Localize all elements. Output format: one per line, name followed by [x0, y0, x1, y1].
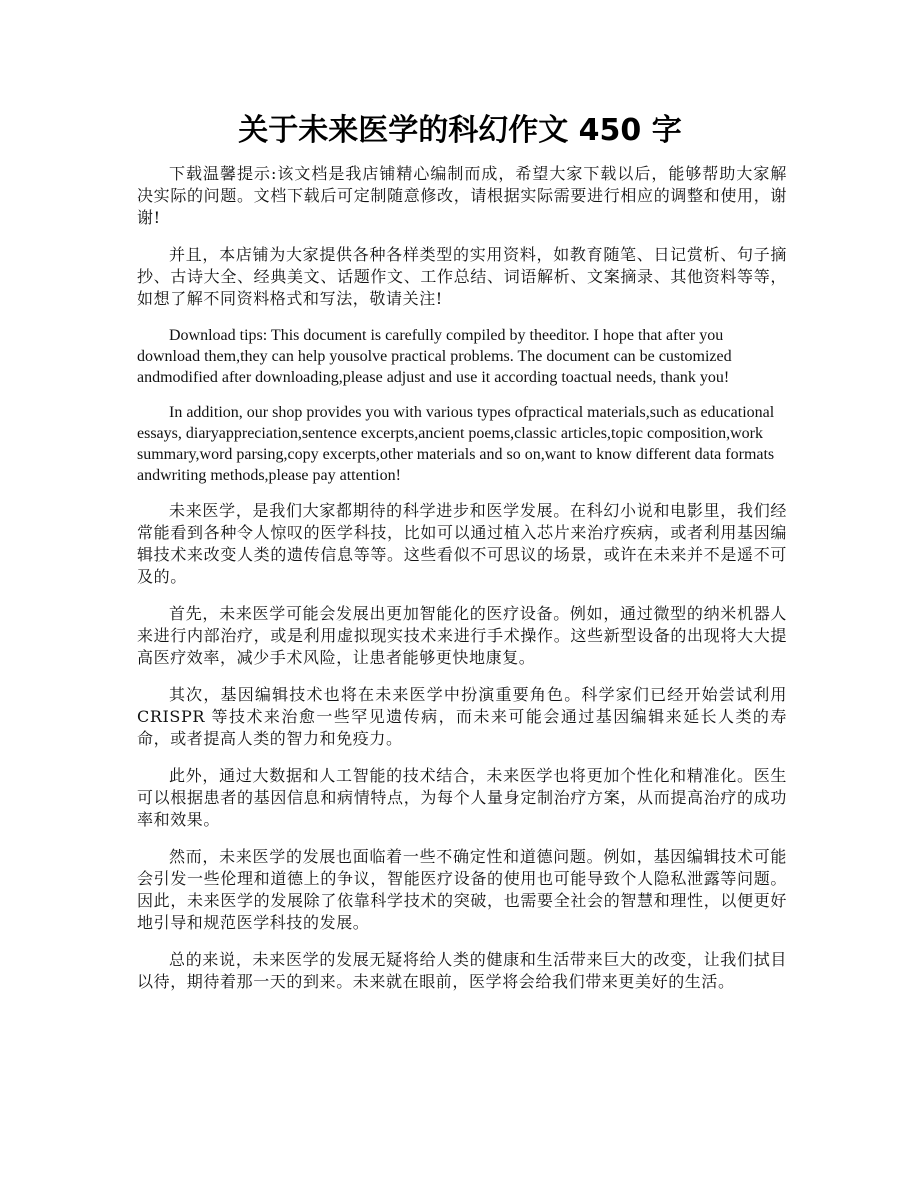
paragraph-shop-notice-cn: 并且，本店铺为大家提供各种各样类型的实用资料，如教育随笔、日记赏析、句子摘抄、古诗大全、经典美文、话题作文、工作总结、词语解析、文案摘录、其他资料等等，如想了解不同资料格式和写法，敬请关注!	[137, 245, 787, 308]
paragraph-conclusion: 总的来说，未来医学的发展无疑将给人类的健康和生活带来巨大的改变，让我们拭目以待，期待着那一天的到来。未来就在眼前，医学将会给我们带来更美好的生活。	[137, 950, 787, 991]
paragraph-download-notice-cn: 下载温馨提示:该文档是我店铺精心编制而成，希望大家下载以后，能够帮助大家解决实际的问题。文档下载后可定制随意修改，请根据实际需要进行相应的调整和使用，谢谢!	[137, 164, 787, 227]
paragraph-gene-editing: 其次，基因编辑技术也将在未来医学中扮演重要角色。科学家们已经开始尝试利用 CRISPR 等技术来治愈一些罕见遗传病，而未来可能会通过基因编辑来延长人类的寿命，或者提高人类的智力和免疫力。	[137, 685, 787, 748]
paragraph-big-data-ai: 此外，通过大数据和人工智能的技术结合，未来医学也将更加个性化和精准化。医生可以根据患者的基因信息和病情特点，为每个人量身定制治疗方案，从而提高治疗的成功率和效果。	[137, 766, 787, 829]
paragraph-download-notice-en: Download tips: This document is carefully compiled by theeditor. I hope that after you download them,they can help yousolve practical problems. The document can be customized andmodified after downloading,please adjust and use it according toactual needs, thank you!	[137, 327, 732, 386]
document-body	[137, 163, 787, 1008]
document-title: 关于未来医学的科幻作文 450 字	[238, 113, 682, 148]
paragraph-smart-devices: 首先，未来医学可能会发展出更加智能化的医疗设备。例如，通过微型的纳米机器人来进行内部治疗，或是利用虚拟现实技术来进行手术操作。这些新型设备的出现将大大提高医疗效率，减少手术风险，让患者能够更快地康复。	[137, 604, 787, 667]
paragraph-intro: 未来医学，是我们大家都期待的科学进步和医学发展。在科幻小说和电影里，我们经常能看到各种令人惊叹的医学科技，比如可以通过植入芯片来治疗疾病，或者利用基因编辑技术来改变人类的遗传信息等等。这些看似不可思议的场景，或许在未来并不是遥不可及的。	[137, 501, 787, 586]
paragraph-shop-notice-en: In addition, our shop provides you with various types ofpractical materials,such as educational essays, diaryappreciation,sentence excerpts,ancient poems,classic articles,topic composition,work summary,word parsing,copy excerpts,other materials and so on,want to know different data formats andwriting methods,please pay attention!	[137, 404, 775, 484]
paragraph-ethics: 然而，未来医学的发展也面临着一些不确定性和道德问题。例如，基因编辑技术可能会引发一些伦理和道德上的争议，智能医疗设备的使用也可能导致个人隐私泄露等问题。因此，未来医学的发展除了依靠科学技术的突破，也需要全社会的智慧和理性，以便更好地引导和规范医学科技的发展。	[137, 847, 787, 932]
